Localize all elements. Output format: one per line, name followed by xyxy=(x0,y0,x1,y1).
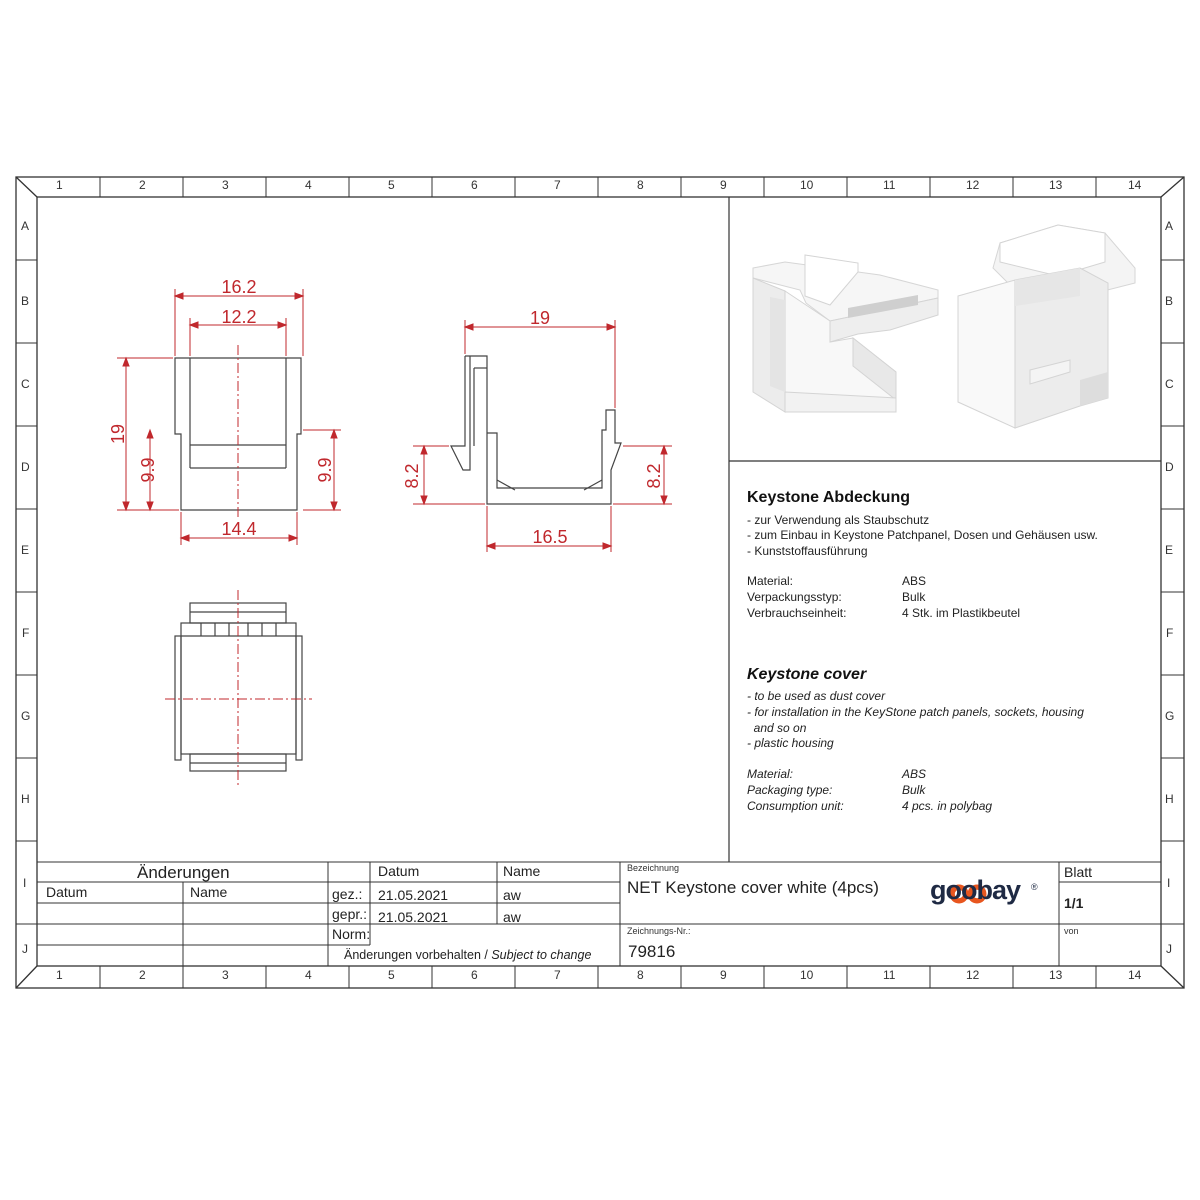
grid-col-label: 6 xyxy=(471,178,478,192)
description-en-bullet: and so on xyxy=(747,721,807,735)
grid-col-label: 13 xyxy=(1049,968,1063,982)
grid-col-label: 9 xyxy=(720,178,727,192)
grid-col-label: 14 xyxy=(1128,968,1142,982)
product-photo-right xyxy=(958,225,1135,428)
grid-col-label: 1 xyxy=(56,178,63,192)
description-en-bullet: - for installation in the KeyStone patch panels, sockets, housing xyxy=(747,705,1084,719)
grid-row-label: B xyxy=(21,294,30,308)
spec-label: Packaging type: xyxy=(747,783,833,797)
side-dim-top: 19 xyxy=(529,308,551,328)
grid-row-label: J xyxy=(1166,942,1172,956)
grid-row-label: E xyxy=(21,543,30,557)
grid-row-label: H xyxy=(1165,792,1174,806)
datum-header: Datum xyxy=(378,863,420,879)
logo-registered: ® xyxy=(1031,882,1038,892)
changes-col-datum: Datum xyxy=(46,884,88,900)
grid-col-label: 6 xyxy=(471,968,478,982)
grid-col-label: 9 xyxy=(720,968,727,982)
grid-row-label: I xyxy=(23,876,27,890)
grid-col-label: 3 xyxy=(222,968,229,982)
grid-row-label: H xyxy=(21,792,30,806)
grid-row-label: D xyxy=(1165,460,1174,474)
gez-date: 21.05.2021 xyxy=(378,887,449,903)
subject-en: Subject to change xyxy=(491,948,592,962)
side-view xyxy=(402,308,672,552)
grid-col-label: 13 xyxy=(1049,178,1063,192)
changes-header: Änderungen xyxy=(137,863,230,882)
description-de-bullet: - Kunststoffausführung xyxy=(747,544,868,558)
grid-row-label: J xyxy=(22,942,28,956)
spec-value: ABS xyxy=(902,767,927,781)
sheet-value: 1/1 xyxy=(1064,895,1084,911)
drawing-number: 79816 xyxy=(628,942,676,961)
blatt-label: Blatt xyxy=(1064,864,1093,880)
spec-value: Bulk xyxy=(902,590,926,604)
grid-row-label: G xyxy=(1165,709,1175,723)
grid-row-label: C xyxy=(1165,377,1174,391)
norm-label: Norm: xyxy=(332,926,371,942)
grid-col-label: 7 xyxy=(554,178,561,192)
grid-row-label: A xyxy=(21,219,30,233)
top-view xyxy=(165,590,312,788)
spec-label: Verpackungsstyp: xyxy=(747,590,842,604)
grid-col-label: 5 xyxy=(388,178,395,192)
side-dim-bottom: 16.5 xyxy=(532,527,568,547)
grid-col-label: 8 xyxy=(637,968,644,982)
grid-col-label: 14 xyxy=(1128,178,1142,192)
subject-to-change xyxy=(344,948,591,962)
zeichnungs-label: Zeichnungs-Nr.: xyxy=(627,926,691,936)
spec-label: Material: xyxy=(747,574,794,588)
gez-label: gez.: xyxy=(332,886,363,902)
grid-row-label: F xyxy=(1166,626,1174,640)
changes-col-name: Name xyxy=(190,884,228,900)
grid-col-label: 2 xyxy=(139,968,146,982)
grid-col-label: 7 xyxy=(554,968,561,982)
spec-value: Bulk xyxy=(902,783,926,797)
description-de-title: Keystone Abdeckung xyxy=(747,489,910,506)
grid-row-label: I xyxy=(1167,876,1171,890)
front-dim-height: 19 xyxy=(108,423,128,445)
description-de-bullet: - zur Verwendung als Staubschutz xyxy=(747,513,930,527)
description-en-bullet: - to be used as dust cover xyxy=(747,689,886,703)
grid-col-label: 11 xyxy=(883,968,896,982)
grid-col-label: 5 xyxy=(388,968,395,982)
side-dim-right: 8.2 xyxy=(644,463,664,489)
front-dim-inner: 12.2 xyxy=(221,307,257,327)
grid-row-label: C xyxy=(21,377,30,391)
gez-name: aw xyxy=(503,887,521,903)
logo-wordmark: goobay xyxy=(930,875,1021,905)
front-dim-left-lower: 9.9 xyxy=(138,457,158,483)
grid-col-label: 2 xyxy=(139,178,146,192)
grid-row-label: D xyxy=(21,460,30,474)
gepr-name: aw xyxy=(503,909,521,925)
bezeichnung-label: Bezeichnung xyxy=(627,863,680,873)
subject-de: Änderungen vorbehalten / xyxy=(344,948,492,962)
grid-row-label: F xyxy=(22,626,30,640)
front-dim-bottom: 14.4 xyxy=(221,519,257,539)
front-view xyxy=(108,277,341,545)
front-dim-top: 16.2 xyxy=(221,277,257,297)
description-de-bullet: - zum Einbau in Keystone Patchpanel, Dosen und Gehäusen usw. xyxy=(747,528,1098,542)
spec-label: Consumption unit: xyxy=(747,799,844,813)
grid-col-label: 8 xyxy=(637,178,644,192)
grid-col-label: 11 xyxy=(883,178,896,192)
grid-row-label: G xyxy=(21,709,31,723)
front-dim-right-lower: 9.9 xyxy=(315,457,335,483)
product-photo-left xyxy=(753,255,938,412)
grid-col-label: 10 xyxy=(800,178,814,192)
grid-col-label: 12 xyxy=(966,968,980,982)
grid-col-label: 4 xyxy=(305,178,312,192)
grid-row-label: A xyxy=(1165,219,1174,233)
grid-row-label: E xyxy=(1165,543,1174,557)
grid-col-label: 1 xyxy=(56,968,63,982)
spec-label: Material: xyxy=(747,767,794,781)
spec-value: ABS xyxy=(902,574,927,588)
grid-col-label: 10 xyxy=(800,968,814,982)
grid-col-label: 12 xyxy=(966,178,980,192)
name-header: Name xyxy=(503,863,541,879)
gepr-date: 21.05.2021 xyxy=(378,909,449,925)
von-label: von xyxy=(1064,926,1079,936)
spec-value: 4 pcs. in polybag xyxy=(902,799,993,813)
gepr-label: gepr.: xyxy=(332,906,368,922)
grid-col-label: 3 xyxy=(222,178,229,192)
description-en-title: Keystone cover xyxy=(747,666,867,683)
side-dim-left: 8.2 xyxy=(402,463,422,489)
grid-col-label: 4 xyxy=(305,968,312,982)
description-en-bullet: - plastic housing xyxy=(747,736,834,750)
product-name: NET Keystone cover white (4pcs) xyxy=(627,878,879,897)
spec-label: Verbrauchseinheit: xyxy=(747,606,847,620)
spec-value: 4 Stk. im Plastikbeutel xyxy=(902,606,1021,620)
grid-row-label: B xyxy=(1165,294,1174,308)
